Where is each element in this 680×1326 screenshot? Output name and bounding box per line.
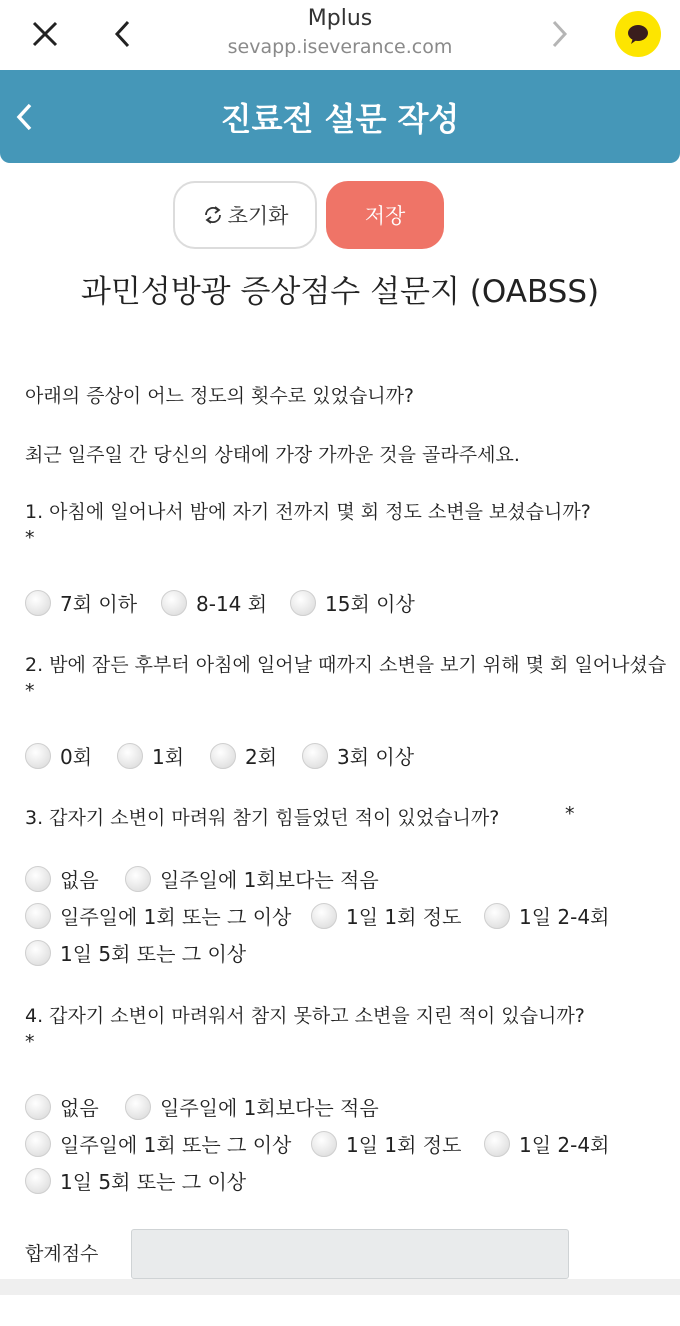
question-2-text: 2. 밤에 잠든 후부터 아침에 일어날 때까지 소변을 보기 위해 몇 회 일어나셨습 [25, 654, 667, 676]
radio-button[interactable] [311, 903, 337, 929]
radio-button[interactable] [210, 743, 236, 769]
radio-button[interactable] [25, 743, 51, 769]
option-label: 일주일에 1회보다는 적음 [160, 1096, 379, 1120]
intro-text-1: 아래의 증상이 어느 정도의 횟수로 있었습니까? [25, 385, 415, 407]
forward-arrow-icon[interactable] [544, 17, 574, 51]
option-label: 0회 [60, 745, 93, 769]
page-title: 진료전 설문 작성 [220, 100, 460, 138]
back-arrow-icon[interactable] [108, 17, 138, 51]
q2-option-3[interactable] [210, 741, 277, 770]
q4-option-5[interactable] [484, 1129, 609, 1158]
close-icon[interactable] [28, 17, 62, 51]
q3-option-5[interactable] [484, 901, 609, 930]
option-label: 7회 이하 [60, 592, 138, 616]
q4-option-2[interactable] [125, 1092, 379, 1121]
required-mark: * [25, 1031, 35, 1053]
q4-option-4[interactable] [311, 1129, 461, 1158]
option-label: 1회 [152, 745, 185, 769]
option-label: 1일 1회 정도 [346, 1133, 462, 1157]
question-3-text: 3. 갑자기 소변이 마려워 참기 힘들었던 적이 있었습니까? [25, 807, 500, 829]
radio-button[interactable] [125, 866, 151, 892]
reset-button-label: 초기화 [227, 204, 289, 228]
option-label: 일주일에 1회보다는 적음 [160, 868, 379, 892]
bottom-divider [0, 1279, 680, 1295]
browser-title: Mplus [307, 6, 373, 31]
option-label: 8-14 회 [196, 592, 268, 616]
option-label: 1일 2-4회 [519, 905, 610, 929]
option-label: 없음 [60, 1096, 99, 1120]
radio-button[interactable] [25, 866, 51, 892]
q3-option-6[interactable] [25, 938, 246, 967]
radio-button[interactable] [311, 1131, 337, 1157]
option-label: 1일 1회 정도 [346, 905, 462, 929]
q4-option-1[interactable] [25, 1092, 99, 1121]
q4-option-3[interactable] [25, 1129, 291, 1158]
q2-option-1[interactable] [25, 741, 92, 770]
option-label: 일주일에 1회 또는 그 이상 [60, 1133, 292, 1157]
q3-option-2[interactable] [125, 864, 379, 893]
required-mark: * [25, 680, 35, 702]
radio-button[interactable] [25, 1094, 51, 1120]
q1-option-3[interactable] [290, 588, 415, 617]
radio-button[interactable] [290, 590, 316, 616]
radio-button[interactable] [484, 903, 510, 929]
question-1-text: 1. 아침에 일어나서 밤에 자기 전까지 몇 회 정도 소변을 보셨습니까? [25, 501, 591, 523]
browser-toolbar [0, 0, 680, 70]
required-mark: * [25, 527, 35, 549]
refresh-icon [202, 204, 224, 226]
radio-button[interactable] [161, 590, 187, 616]
required-mark: * [565, 803, 575, 825]
radio-button[interactable] [25, 590, 51, 616]
radio-button[interactable] [25, 940, 51, 966]
question-4-text: 4. 갑자기 소변이 마려워서 참지 못하고 소변을 지린 적이 있습니까? [25, 1005, 585, 1027]
option-label: 없음 [60, 868, 99, 892]
radio-button[interactable] [125, 1094, 151, 1120]
app-header [0, 70, 680, 163]
reset-button[interactable] [173, 181, 317, 249]
total-score-label: 합계점수 [25, 1243, 99, 1265]
radio-button[interactable] [25, 903, 51, 929]
q3-option-1[interactable] [25, 864, 99, 893]
radio-button[interactable] [302, 743, 328, 769]
option-label: 1일 5회 또는 그 이상 [60, 1170, 247, 1194]
total-score-field [131, 1229, 569, 1279]
q4-option-6[interactable] [25, 1166, 246, 1195]
option-label: 1일 2-4회 [519, 1133, 610, 1157]
form-title: 과민성방광 증상점수 설문지 (OABSS) [80, 274, 600, 310]
browser-url: sevapp.iseverance.com [227, 36, 453, 58]
option-label: 일주일에 1회 또는 그 이상 [60, 905, 292, 929]
option-label: 1일 5회 또는 그 이상 [60, 942, 247, 966]
kakaotalk-chat-icon [615, 11, 661, 57]
option-label: 3회 이상 [337, 745, 415, 769]
radio-button[interactable] [25, 1168, 51, 1194]
option-label: 15회 이상 [325, 592, 415, 616]
save-button[interactable] [326, 181, 444, 249]
save-button-label: 저장 [364, 204, 406, 228]
radio-button[interactable] [25, 1131, 51, 1157]
kakaotalk-chat-button[interactable] [615, 11, 661, 57]
option-label: 2회 [245, 745, 278, 769]
q3-option-3[interactable] [25, 901, 291, 930]
q2-option-2[interactable] [117, 741, 184, 770]
radio-button[interactable] [484, 1131, 510, 1157]
q2-option-4[interactable] [302, 741, 414, 770]
intro-text-2: 최근 일주일 간 당신의 상태에 가장 가까운 것을 골라주세요. [25, 444, 520, 466]
q1-option-2[interactable] [161, 588, 267, 617]
q1-option-1[interactable] [25, 588, 137, 617]
q3-option-4[interactable] [311, 901, 461, 930]
radio-button[interactable] [117, 743, 143, 769]
